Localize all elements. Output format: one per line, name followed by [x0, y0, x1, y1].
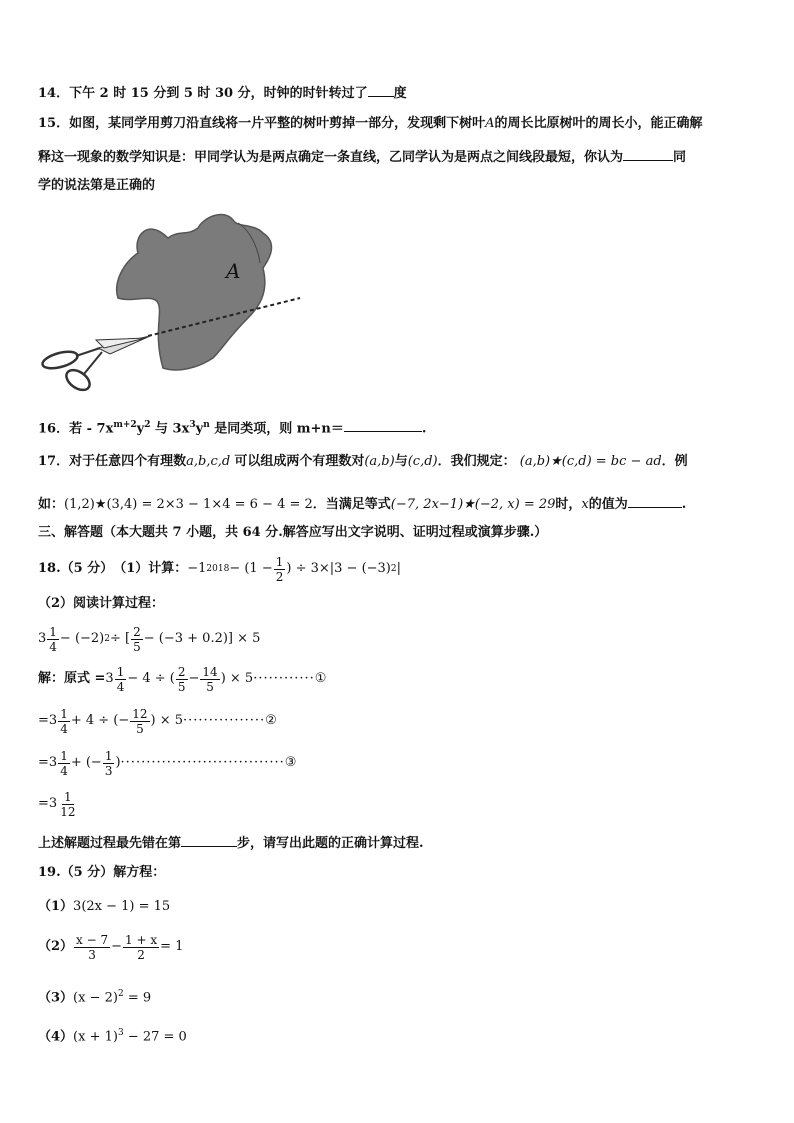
frac-den: 3: [104, 763, 113, 778]
frac-num: 2: [177, 664, 186, 679]
q19-p4sup: 3: [117, 1028, 124, 1038]
q18-expr1sup2: 2: [390, 564, 397, 574]
q17-text-1d: ．例: [661, 454, 688, 469]
q16-end: .: [421, 421, 427, 437]
q17-vars: a,b,c,d: [186, 454, 231, 469]
q19-p3sup: 2: [117, 989, 124, 999]
q15-text-2: 释这一现象的数学知识是：甲同学认为是两点确定一条直线，乙同学认为是两点之间线段最短，你认为: [38, 150, 624, 165]
q14-number: 14．: [38, 86, 70, 101]
q19-p3b: = 9: [123, 990, 152, 1006]
q16-sup2: 2: [144, 420, 151, 430]
frac-den: 5: [206, 679, 214, 694]
q15-text-2b: 同: [673, 150, 687, 165]
q19-p2-end: = 1: [160, 939, 184, 954]
frac-den: 4: [116, 679, 125, 694]
q19-p1-label: （1）: [38, 899, 74, 914]
frac-num: 1 + x: [125, 932, 158, 947]
q19-p3a: (x − 2): [73, 990, 118, 1006]
q19-part3: [38, 985, 151, 1007]
q18-score: （5 分）: [60, 561, 114, 576]
equals: =: [38, 713, 49, 728]
q18-s3b: ): [115, 755, 121, 770]
fraction: [103, 749, 115, 778]
leaf-shape: [117, 215, 272, 370]
q16-pre: 若 - 7x: [69, 421, 114, 437]
mixed-whole: 3: [105, 671, 114, 686]
q18-s1b: −: [188, 671, 200, 686]
fraction: [74, 933, 110, 962]
q18-s3a: + (−: [70, 755, 102, 770]
q16-post: 是同类项，则 m+n＝: [209, 421, 344, 437]
q17-text-2b: ．当满足等式: [312, 497, 391, 512]
equals: =: [38, 755, 49, 770]
question-18-part1: [38, 554, 401, 584]
q19-p1-equation: 3(2x − 1) = 15: [73, 899, 171, 914]
frac-den: 4: [49, 639, 57, 654]
q17-equation: (−7, 2x−1)★(−2, x) = 29: [390, 497, 556, 512]
q17-text-1a: 对于任意四个有理数: [69, 454, 187, 469]
q17-and: 与: [394, 454, 408, 469]
q17-rule: (a,b)★(c,d) = bc − ad: [519, 454, 662, 469]
frac-den: 2: [275, 569, 284, 584]
q15-number: 15．: [38, 116, 70, 131]
frac-num: 1: [64, 789, 72, 804]
q15-var-a: A: [485, 116, 495, 131]
mixed-number: [49, 749, 71, 778]
section3-title: 三、解答题: [38, 525, 104, 540]
dotted-leader: ············: [253, 671, 315, 686]
q15-text-3: 学的说法第是正确的: [38, 178, 156, 193]
q18-number: 18.: [38, 561, 61, 576]
dotted-leader: ················: [183, 713, 266, 728]
frac-num: 1: [275, 554, 284, 569]
q17-text-1b: 可以组成两个有理数对: [234, 454, 365, 469]
step-marker-2: ②: [265, 713, 277, 728]
q17-answer-blank[interactable]: [628, 493, 682, 508]
mixed-whole: 3: [38, 631, 47, 646]
q18-question-b: 步，请写出此题的正确计算过程.: [237, 836, 424, 851]
q19-p4-label: （4）: [38, 1029, 74, 1045]
q18-step1: [38, 664, 326, 694]
step-marker-1: ①: [314, 671, 327, 686]
fraction: [123, 933, 159, 962]
fraction: [130, 707, 149, 736]
q18-step0: [38, 624, 260, 654]
frac-num: 1: [104, 748, 113, 763]
q18-step4: [38, 788, 78, 820]
frac-den: 2: [137, 947, 145, 962]
frac-num: 1: [60, 748, 68, 763]
q19-p3-label: （3）: [38, 990, 74, 1006]
q19-p2-label: （2）: [38, 939, 74, 954]
q18-part2-label: （2）阅读计算过程：: [38, 596, 165, 611]
q15-text-1: 如图，某同学用剪刀沿直线将一片平整的树叶剪掉一部分，发现剩下树叶: [69, 116, 486, 131]
frac-num: 1: [60, 706, 68, 721]
q19-number: 19.: [38, 865, 61, 880]
frac-den: 3: [88, 947, 96, 962]
q17-end: .: [681, 497, 687, 512]
frac-den: 5: [177, 679, 186, 694]
mixed-number: [49, 790, 79, 819]
question-15-line1: [38, 115, 703, 133]
equals: =: [38, 796, 49, 811]
mixed-number: [105, 665, 127, 694]
q18-expr1c: ) ÷ 3×|3 − (−3): [286, 561, 391, 576]
q17-pair1: (a,b): [364, 454, 395, 469]
q17-pair2: (c,d): [407, 454, 438, 469]
q19-p4b: − 27 = 0: [123, 1029, 187, 1045]
step-marker-3: ③: [284, 755, 297, 770]
scissors-icon: [41, 336, 150, 394]
q15-answer-blank[interactable]: [623, 146, 673, 161]
q19-title: 解方程：: [113, 865, 166, 880]
q18-question-a: 上述解题过程最先错在第: [38, 836, 182, 851]
q17-text-2d: 的值为: [588, 497, 628, 512]
q16-number: 16．: [38, 421, 70, 437]
q19-part1: [38, 898, 170, 916]
q18-s0b: ÷ [: [110, 631, 131, 646]
q17-text-2c: 时，: [555, 497, 582, 512]
fraction: [131, 625, 143, 654]
q16-answer-blank[interactable]: [344, 417, 422, 432]
frac-num: 14: [202, 664, 218, 679]
mixed-whole: 3: [48, 796, 58, 811]
fraction: [200, 665, 219, 694]
frac-num: 12: [132, 706, 148, 721]
section-3-heading: [38, 524, 547, 542]
q18-question: [38, 832, 424, 853]
question-16: [38, 416, 426, 438]
frac-den: 12: [60, 804, 76, 819]
frac-num: 1: [116, 664, 125, 679]
q16-sup1: m+2: [113, 420, 137, 430]
q14-answer-blank[interactable]: [368, 82, 394, 97]
frac-num: x − 7: [76, 932, 109, 947]
q16-sup4: n: [203, 420, 210, 430]
question-17-line2: [38, 493, 686, 514]
q18-s0c: − (−3 + 0.2)] × 5: [143, 631, 261, 646]
leaf-label-a: A: [226, 259, 241, 283]
q18-expr1a: −1: [187, 561, 207, 576]
q17-example: (1,2)★(3,4) = 2×3 − 1×4 = 6 − 4 = 2: [64, 497, 313, 512]
q19-score: （5 分）: [60, 865, 114, 880]
frac-den: 4: [60, 763, 68, 778]
q17-xvar: x: [581, 497, 589, 512]
question-17-line1: [38, 453, 688, 471]
question-15-line3: [38, 177, 155, 195]
q16-mid2: 与 3x: [150, 421, 190, 437]
q17-number: 17．: [38, 454, 70, 469]
q18-expr1sup: 2018: [206, 564, 230, 574]
fraction: [176, 665, 188, 694]
q16-sup3: 3: [189, 420, 196, 430]
question-18-part2: [38, 595, 164, 613]
q19-part2: [38, 930, 183, 964]
mixed-whole: 3: [48, 713, 58, 728]
q18-s1c: ) × 5: [220, 671, 254, 686]
mixed-whole: 3: [48, 755, 58, 770]
q19-p4a: (x + 1): [73, 1029, 118, 1045]
leaf-scissors-figure: [38, 208, 308, 398]
mixed-number: [38, 625, 60, 654]
q18-s2b: ) × 5: [150, 713, 184, 728]
question-14: [38, 82, 407, 103]
q16-mid3: y: [195, 421, 204, 437]
q16-mid1: y: [136, 421, 145, 437]
q18-solution-label: 解：原式 =: [38, 671, 106, 686]
q18-expr1-frac: [274, 555, 286, 584]
minus: −: [111, 939, 123, 954]
q18-s0sup: 2: [104, 634, 110, 644]
q17-text-1c: ．我们规定：: [437, 454, 516, 469]
mixed-number: [49, 707, 71, 736]
q18-answer-blank[interactable]: [181, 832, 237, 847]
frac-den: 5: [133, 639, 141, 654]
frac-num: 2: [133, 624, 141, 639]
q18-s0a: − (−2): [59, 631, 105, 646]
question-19: [38, 864, 165, 882]
frac-num: 1: [49, 624, 57, 639]
question-15-line2: [38, 146, 686, 167]
frac-den: 4: [60, 721, 68, 736]
frac-den: 5: [136, 721, 144, 736]
q18-step3: [38, 748, 296, 778]
q18-step2: [38, 706, 277, 736]
q18-s1a: − 4 ÷ (: [127, 671, 175, 686]
q14-text: 下午 2 时 15 分到 5 时 30 分，时钟的时针转过了: [69, 86, 368, 101]
q17-text-2a: 如：: [38, 497, 65, 512]
q18-part1-label: （1）计算：: [113, 561, 188, 576]
q18-expr1b: − (1 −: [229, 561, 273, 576]
section3-note: （本大题共 7 小题，共 64 分.解答应写出文字说明、证明过程或演算步骤.）: [103, 525, 548, 540]
q19-part4: [38, 1024, 187, 1046]
dotted-leader: ································: [120, 755, 285, 770]
q14-unit: 度: [393, 86, 407, 101]
q18-expr1d: |: [396, 561, 402, 576]
q18-s2a: + 4 ÷ (−: [70, 713, 130, 728]
q15-text-1b: 的周长比原树叶的周长小，能正确解: [494, 116, 703, 131]
